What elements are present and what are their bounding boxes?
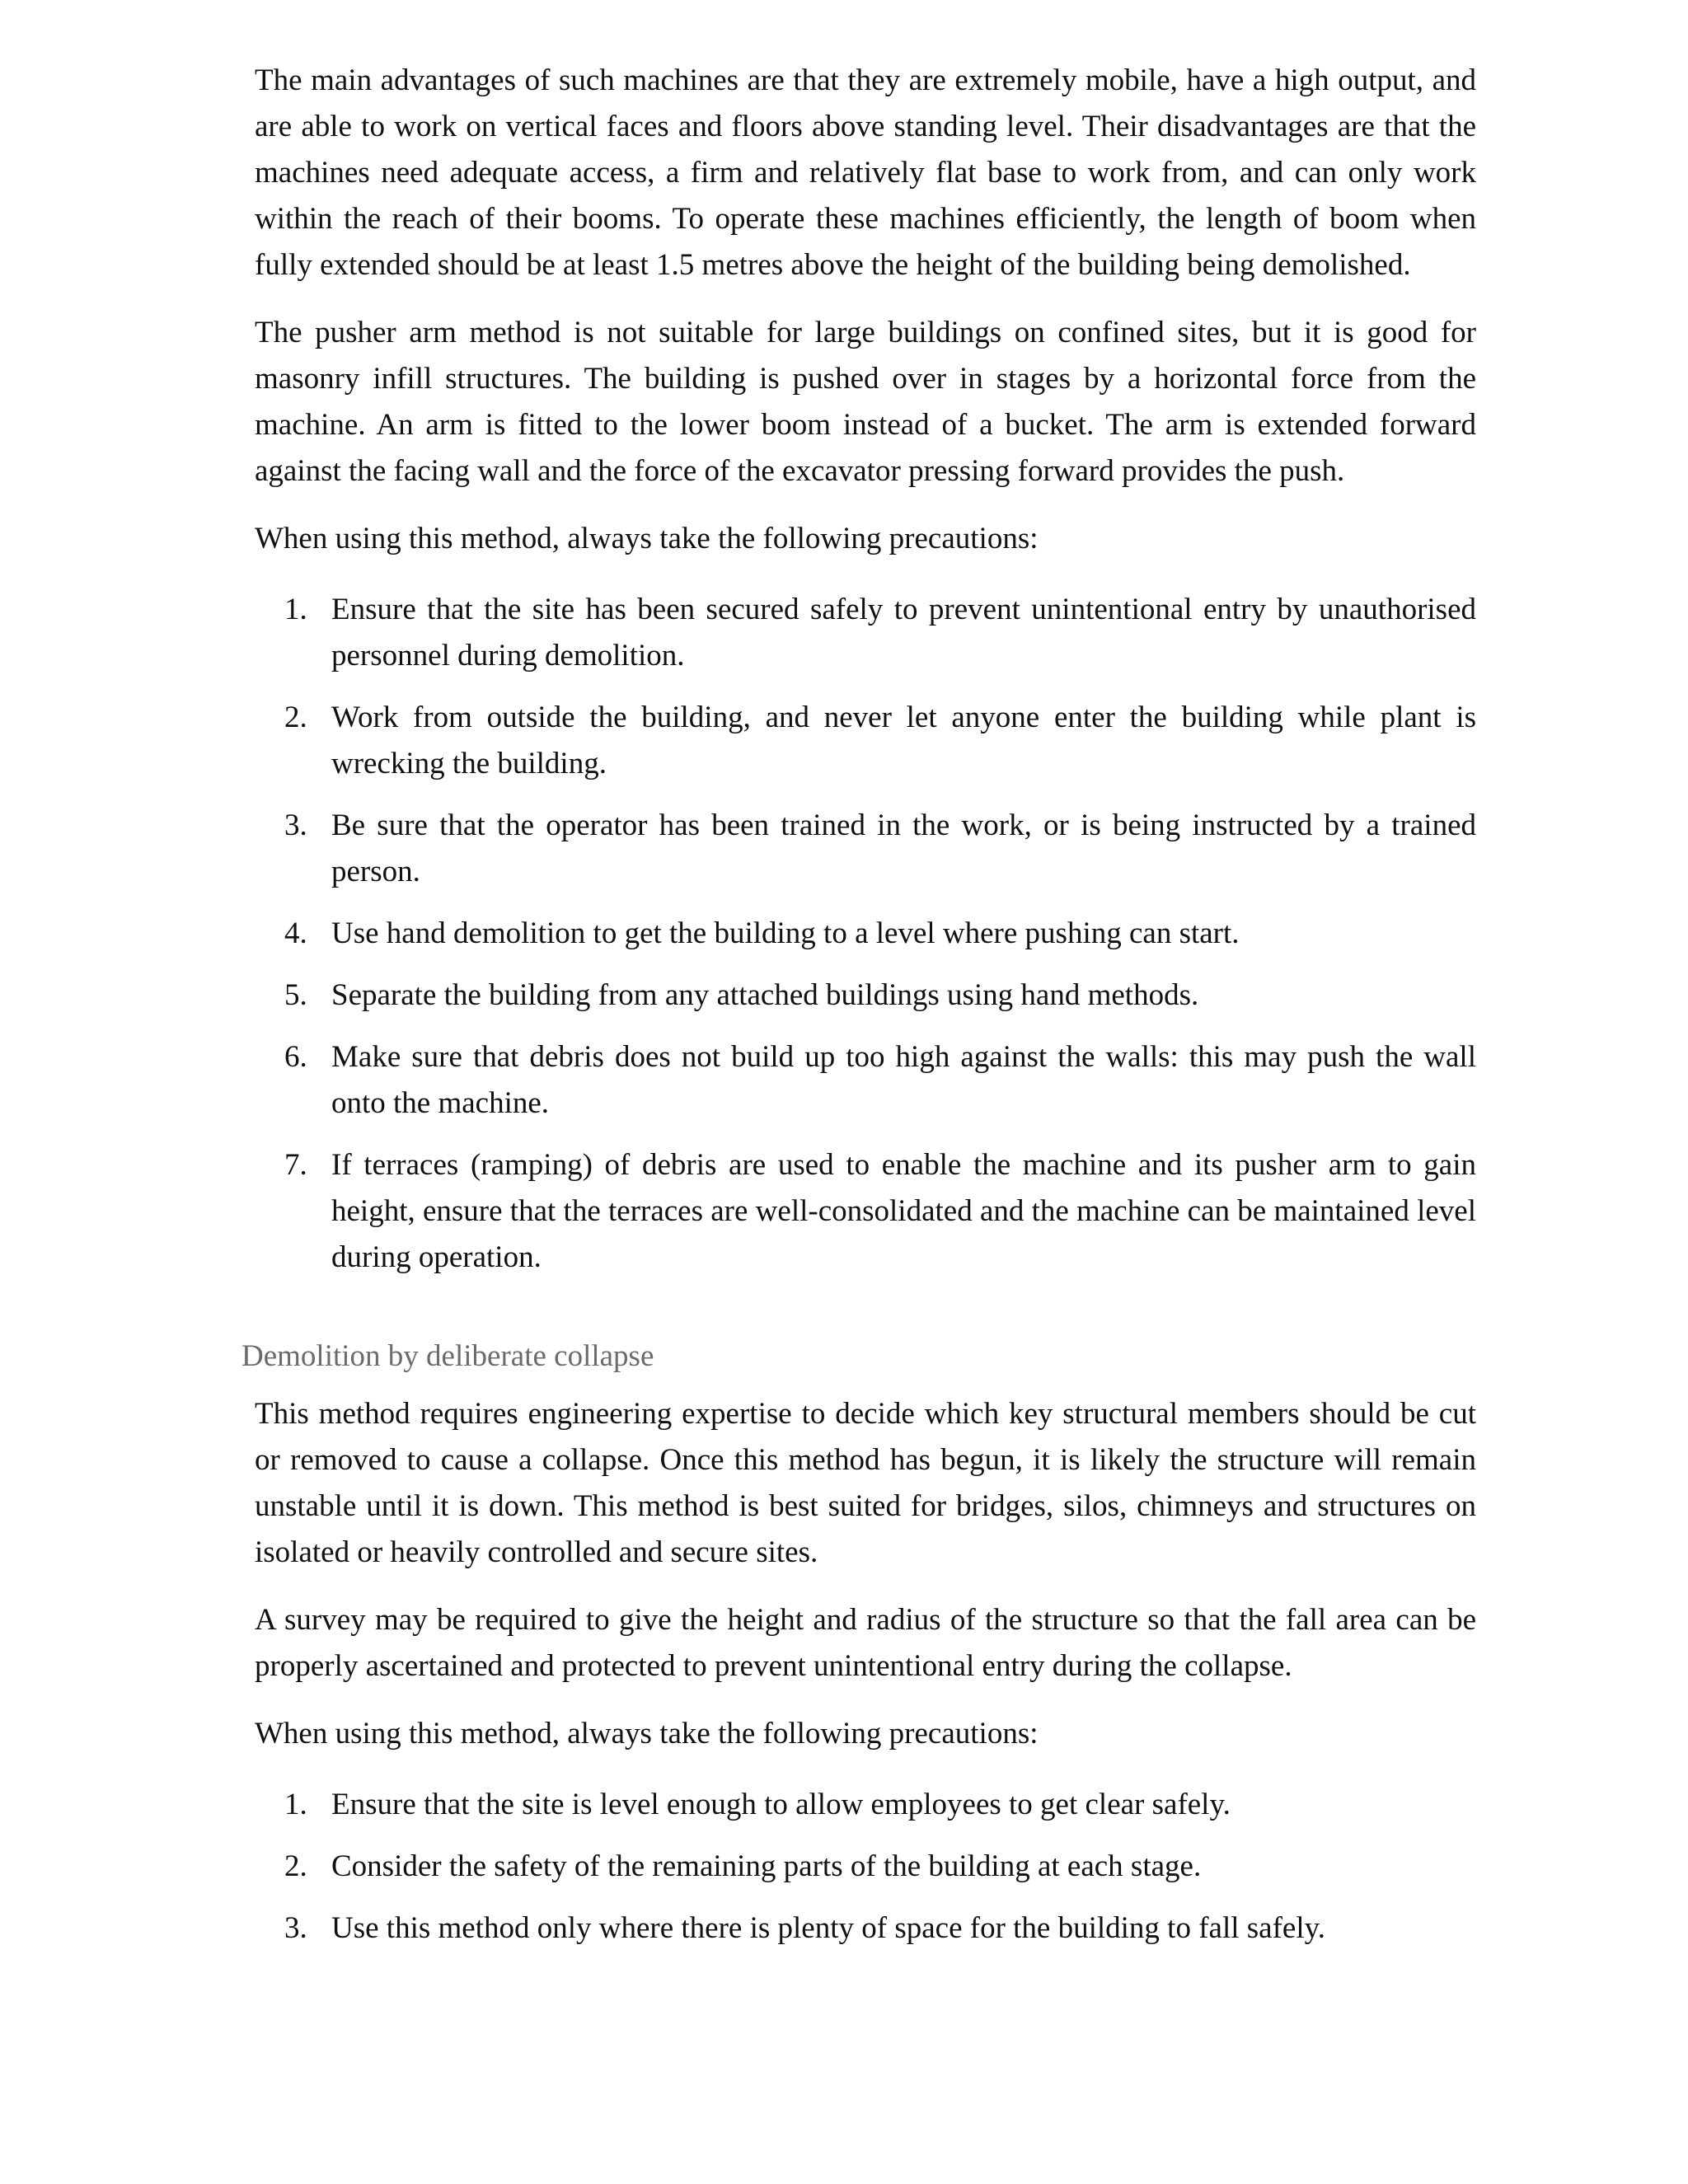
list-item bbox=[255, 911, 1476, 957]
list-item-text: Consider the safety of the remaining parts of the building at each stage. bbox=[331, 1849, 1202, 1883]
paragraph-precautions-intro: When using this method, always take the following precautions: bbox=[255, 1717, 1039, 1750]
list-item-text: If terraces (ramping) of debris are used to enable the machine and its pusher arm to gain height, ensure that the terraces are well-consolidated and the machine can be maintained level during operation. bbox=[331, 1148, 1476, 1274]
list-item bbox=[255, 1034, 1476, 1127]
paragraph-pusher-arm-method: The pusher arm method is not suitable for large buildings on confined sites, but it is good for masonry infill structures. The building is pushed over in stages by a horizontal force from the machine. An arm is fitted to the lower boom instead of a bucket. The arm is extended forward against the facing wall and the force of the excavator pressing forward provides the push. bbox=[255, 316, 1476, 488]
list-item bbox=[255, 695, 1476, 787]
paragraph-precautions-intro: When using this method, always take the following precautions: bbox=[255, 522, 1039, 555]
list-item bbox=[255, 587, 1476, 679]
list-item-number: 5. bbox=[284, 978, 307, 1012]
list-item-number: 1. bbox=[284, 593, 307, 626]
list-item-text: Separate the building from any attached buildings using hand methods. bbox=[331, 978, 1199, 1012]
list-item-number: 4. bbox=[284, 916, 307, 950]
list-item-text: Make sure that debris does not build up too high against the walls: this may push the wall onto the machine. bbox=[331, 1040, 1476, 1120]
list-item bbox=[255, 972, 1476, 1019]
list-item-number: 7. bbox=[284, 1148, 307, 1182]
section-heading-deliberate-collapse: Demolition by deliberate collapse bbox=[241, 1339, 654, 1373]
paragraph-machine-advantages: The main advantages of such machines are that they are extremely mobile, have a high output, and are able to work on vertical faces and floors above standing level. Their disadvantages are that the machines need adequate access, a firm and relatively flat base to work from, and can only work within the reach of their booms. To operate these machines efficiently, the length of boom when fully extended should be at least 1.5 metres above the height of the building being demolished. bbox=[255, 63, 1476, 282]
list-item-number: 6. bbox=[284, 1040, 307, 1074]
list-item bbox=[255, 1782, 1476, 1828]
list-item-text: Use this method only where there is plenty of space for the building to fall safely. bbox=[331, 1911, 1325, 1945]
list-item-number: 2. bbox=[284, 701, 307, 734]
list-item-text: Be sure that the operator has been trained in the work, or is being instructed by a trained person. bbox=[331, 808, 1476, 888]
paragraph-collapse-method: This method requires engineering expertise to decide which key structural members should be cut or removed to cause a collapse. Once this method has begun, it is likely the structure will remain unstable until it is down. This method is best suited for bridges, silos, chimneys and structures on isolated or heavily controlled and secure sites. bbox=[255, 1397, 1476, 1569]
list-item bbox=[255, 1905, 1476, 1952]
pusher-arm-precautions-list bbox=[255, 587, 1476, 1281]
list-item-text: Ensure that the site is level enough to allow employees to get clear safely. bbox=[331, 1788, 1231, 1821]
list-item-number: 3. bbox=[284, 1911, 307, 1945]
list-item-text: Work from outside the building, and never let anyone enter the building while plant is wrecking the building. bbox=[331, 701, 1476, 780]
list-item bbox=[255, 1844, 1476, 1890]
list-item-number: 1. bbox=[284, 1788, 307, 1821]
list-item-number: 3. bbox=[284, 808, 307, 842]
list-item bbox=[255, 1142, 1476, 1281]
paragraph-survey: A survey may be required to give the height and radius of the structure so that the fall area can be properly ascertained and protected to prevent unintentional entry during the collapse. bbox=[255, 1603, 1476, 1683]
list-item-text: Ensure that the site has been secured safely to prevent unintentional entry by unauthorised personnel during demolition. bbox=[331, 593, 1476, 673]
document-page bbox=[241, 58, 1476, 1967]
collapse-precautions-list bbox=[255, 1782, 1476, 1952]
list-item-text: Use hand demolition to get the building to a level where pushing can start. bbox=[331, 916, 1240, 950]
list-item-number: 2. bbox=[284, 1849, 307, 1883]
list-item bbox=[255, 803, 1476, 895]
